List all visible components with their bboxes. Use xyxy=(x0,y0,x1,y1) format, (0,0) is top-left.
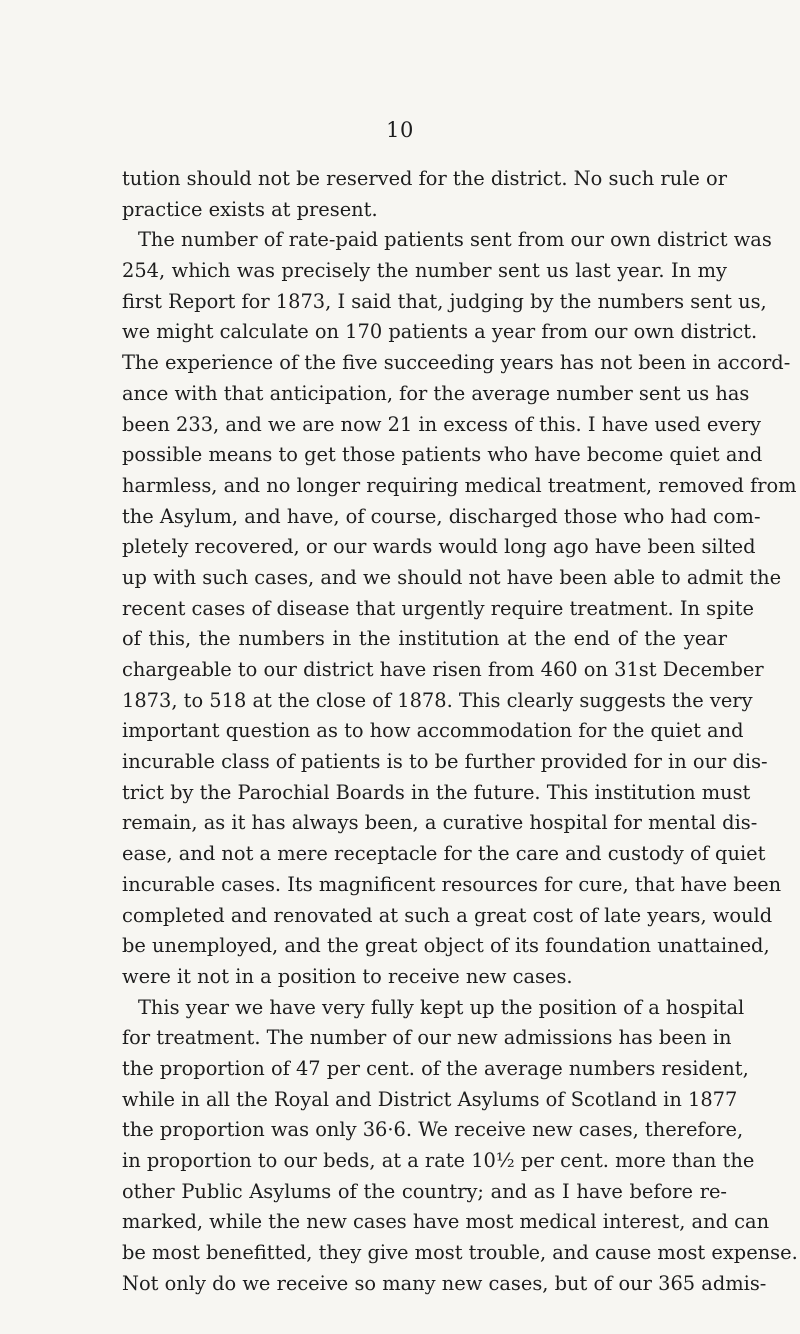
text-line: possible means to get those patients who have become quiet and xyxy=(122,443,763,467)
text-line: be unemployed, and the great object of its foundation unattained, xyxy=(122,934,770,958)
text-line: The experience of the five succeeding years has not been in accord- xyxy=(122,351,791,375)
text-line: up with such cases, and we should not have been able to admit the xyxy=(122,565,782,589)
text-line: we might calculate on 170 patients a year from our own district. xyxy=(122,320,758,344)
text-line: of this, the numbers in the institution at the end of the year xyxy=(122,627,727,651)
text-line: important question as to how accommodation for the quiet and xyxy=(122,719,744,743)
text-line: pletely recovered, or our wards would long ago have been silted xyxy=(122,535,756,559)
text-line: for treatment. The number of our new admissions has been in xyxy=(122,1026,732,1050)
text-line: incurable cases. Its magnificent resources for cure, that have been xyxy=(122,872,782,896)
body-text xyxy=(122,164,798,1299)
text-line: other Public Asylums of the country; and as I have before re- xyxy=(122,1179,727,1203)
text-line: the proportion was only 36·6. We receive new cases, therefore, xyxy=(122,1118,744,1142)
text-line: were it not in a position to receive new cases. xyxy=(122,964,573,988)
text-line: be most benefitted, they give most trouble, and cause most expense. xyxy=(122,1241,798,1265)
text-line: in proportion to our beds, at a rate 10½ per cent. more than the xyxy=(122,1149,755,1172)
text-line: 254, which was precisely the number sent us last year. In my xyxy=(122,259,727,283)
text-line: tution should not be reserved for the district. No such rule or xyxy=(122,167,727,190)
text-line: recent cases of disease that urgently require treatment. In spite xyxy=(122,596,754,620)
text-line: trict by the Parochial Boards in the future. This institution must xyxy=(122,780,751,804)
text-line: ance with that anticipation, for the average number sent us has xyxy=(122,381,750,405)
text-line: The number of rate-paid patients sent from our own district was xyxy=(138,228,772,252)
text-line: remain, as it has always been, a curative hospital for mental dis- xyxy=(122,811,758,835)
text-line: This year we have very fully kept up the position of a hospital xyxy=(138,995,745,1019)
text-line: Not only do we receive so many new cases, but of our 365 admis- xyxy=(122,1271,767,1295)
text-line: incurable class of patients is to be further provided for in our dis- xyxy=(122,750,768,774)
text-line: 1873, to 518 at the close of 1878. This clearly suggests the very xyxy=(122,688,753,712)
page-number: 10 xyxy=(386,118,414,142)
text-line: practice exists at present. xyxy=(122,197,378,221)
text-line: chargeable to our district have risen from 460 on 31st December xyxy=(122,658,764,681)
text-line: ease, and not a mere receptacle for the care and custody of quiet xyxy=(122,842,766,866)
text-line: been 233, and we are now 21 in excess of this. I have used every xyxy=(122,412,761,436)
text-line: while in all the Royal and District Asylums of Scotland in 1877 xyxy=(122,1087,738,1111)
text-line: harmless, and no longer requiring medical treatment, removed from xyxy=(122,473,797,497)
text-line: the proportion of 47 per cent. of the average numbers resident, xyxy=(122,1056,749,1080)
text-line: the Asylum, and have, of course, discharged those who had com- xyxy=(122,504,761,528)
text-line: completed and renovated at such a great cost of late years, would xyxy=(122,903,773,927)
text-line: first Report for 1873, I said that, judging by the numbers sent us, xyxy=(122,289,767,313)
text-line: marked, while the new cases have most medical interest, and can xyxy=(122,1210,770,1234)
